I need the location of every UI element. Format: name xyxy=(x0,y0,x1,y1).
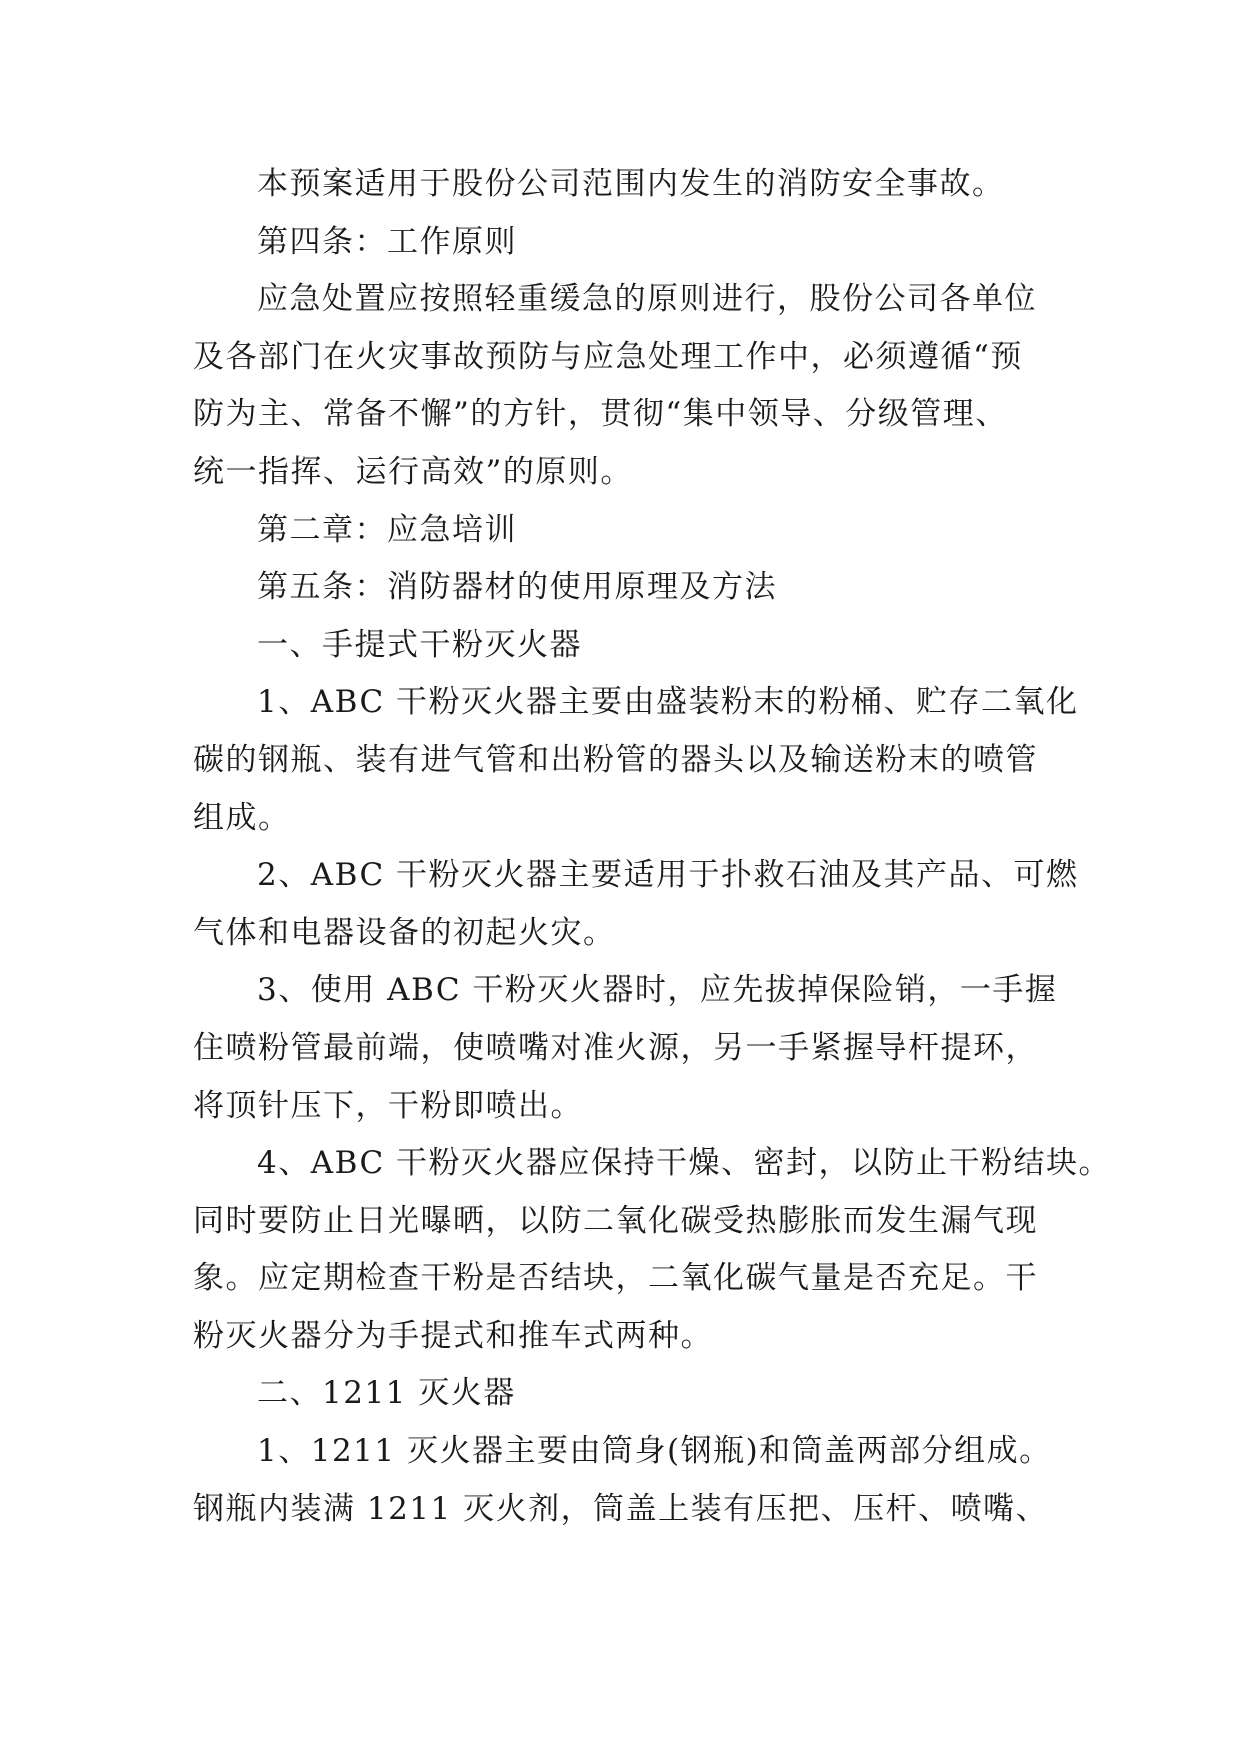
text-line: 1、ABC 干粉灭火器主要由盛装粉末的粉桶、贮存二氧化 xyxy=(257,684,1079,721)
section-heading: 第四条：工作原则 xyxy=(257,223,517,260)
document-body xyxy=(193,156,1112,1538)
text-line: 4、ABC 干粉灭火器应保持干燥、密封，以防止干粉结块。 xyxy=(257,1145,1112,1182)
text-line: 本预案适用于股份公司范围内发生的消防安全事故。 xyxy=(257,166,1005,202)
text-line: 气体和电器设备的初起火灾。 xyxy=(193,914,616,951)
text-line: 粉灭火器分为手提式和推车式两种。 xyxy=(193,1317,713,1354)
text-line: 将顶针压下，干粉即喷出。 xyxy=(193,1087,583,1124)
text-line: 2、ABC 干粉灭火器主要适用于扑救石油及其产品、可燃 xyxy=(257,857,1079,894)
subsection-heading: 二、1211 灭火器 xyxy=(257,1375,516,1412)
text-line: 钢瓶内装满 1211 灭火剂，筒盖上装有压把、压杆、喷嘴、 xyxy=(193,1490,1049,1527)
text-line: 象。应定期检查干粉是否结块，二氧化碳气量是否充足。干 xyxy=(193,1260,1038,1297)
text-line: 碳的钢瓶、装有进气管和出粉管的器头以及输送粉末的喷管 xyxy=(193,741,1038,778)
text-line: 3、使用 ABC 干粉灭火器时，应先拔掉保险销，一手握 xyxy=(257,972,1058,1009)
chapter-heading: 第二章：应急培训 xyxy=(257,511,517,548)
text-line: 组成。 xyxy=(193,799,291,836)
subsection-heading: 一、手提式干粉灭火器 xyxy=(257,626,582,663)
text-line: 同时要防止日光曝晒，以防二氧化碳受热膨胀而发生漏气现 xyxy=(193,1202,1038,1239)
section-heading: 第五条：消防器材的使用原理及方法 xyxy=(257,569,777,606)
text-line: 应急处置应按照轻重缓急的原则进行，股份公司各单位 xyxy=(257,281,1037,318)
text-line: 1、1211 灭火器主要由筒身(钢瓶)和筒盖两部分组成。 xyxy=(257,1433,1052,1470)
text-line: 住喷粉管最前端，使喷嘴对准火源，另一手紧握导杆提环， xyxy=(193,1029,1038,1066)
text-line: 及各部门在火灾事故预防与应急处理工作中，必须遵循“预 xyxy=(193,338,1023,375)
text-line: 统一指挥、运行高效”的原则。 xyxy=(193,453,633,490)
text-line: 防为主、常备不懈”的方针，贯彻“集中领导、分级管理、 xyxy=(193,396,1008,433)
